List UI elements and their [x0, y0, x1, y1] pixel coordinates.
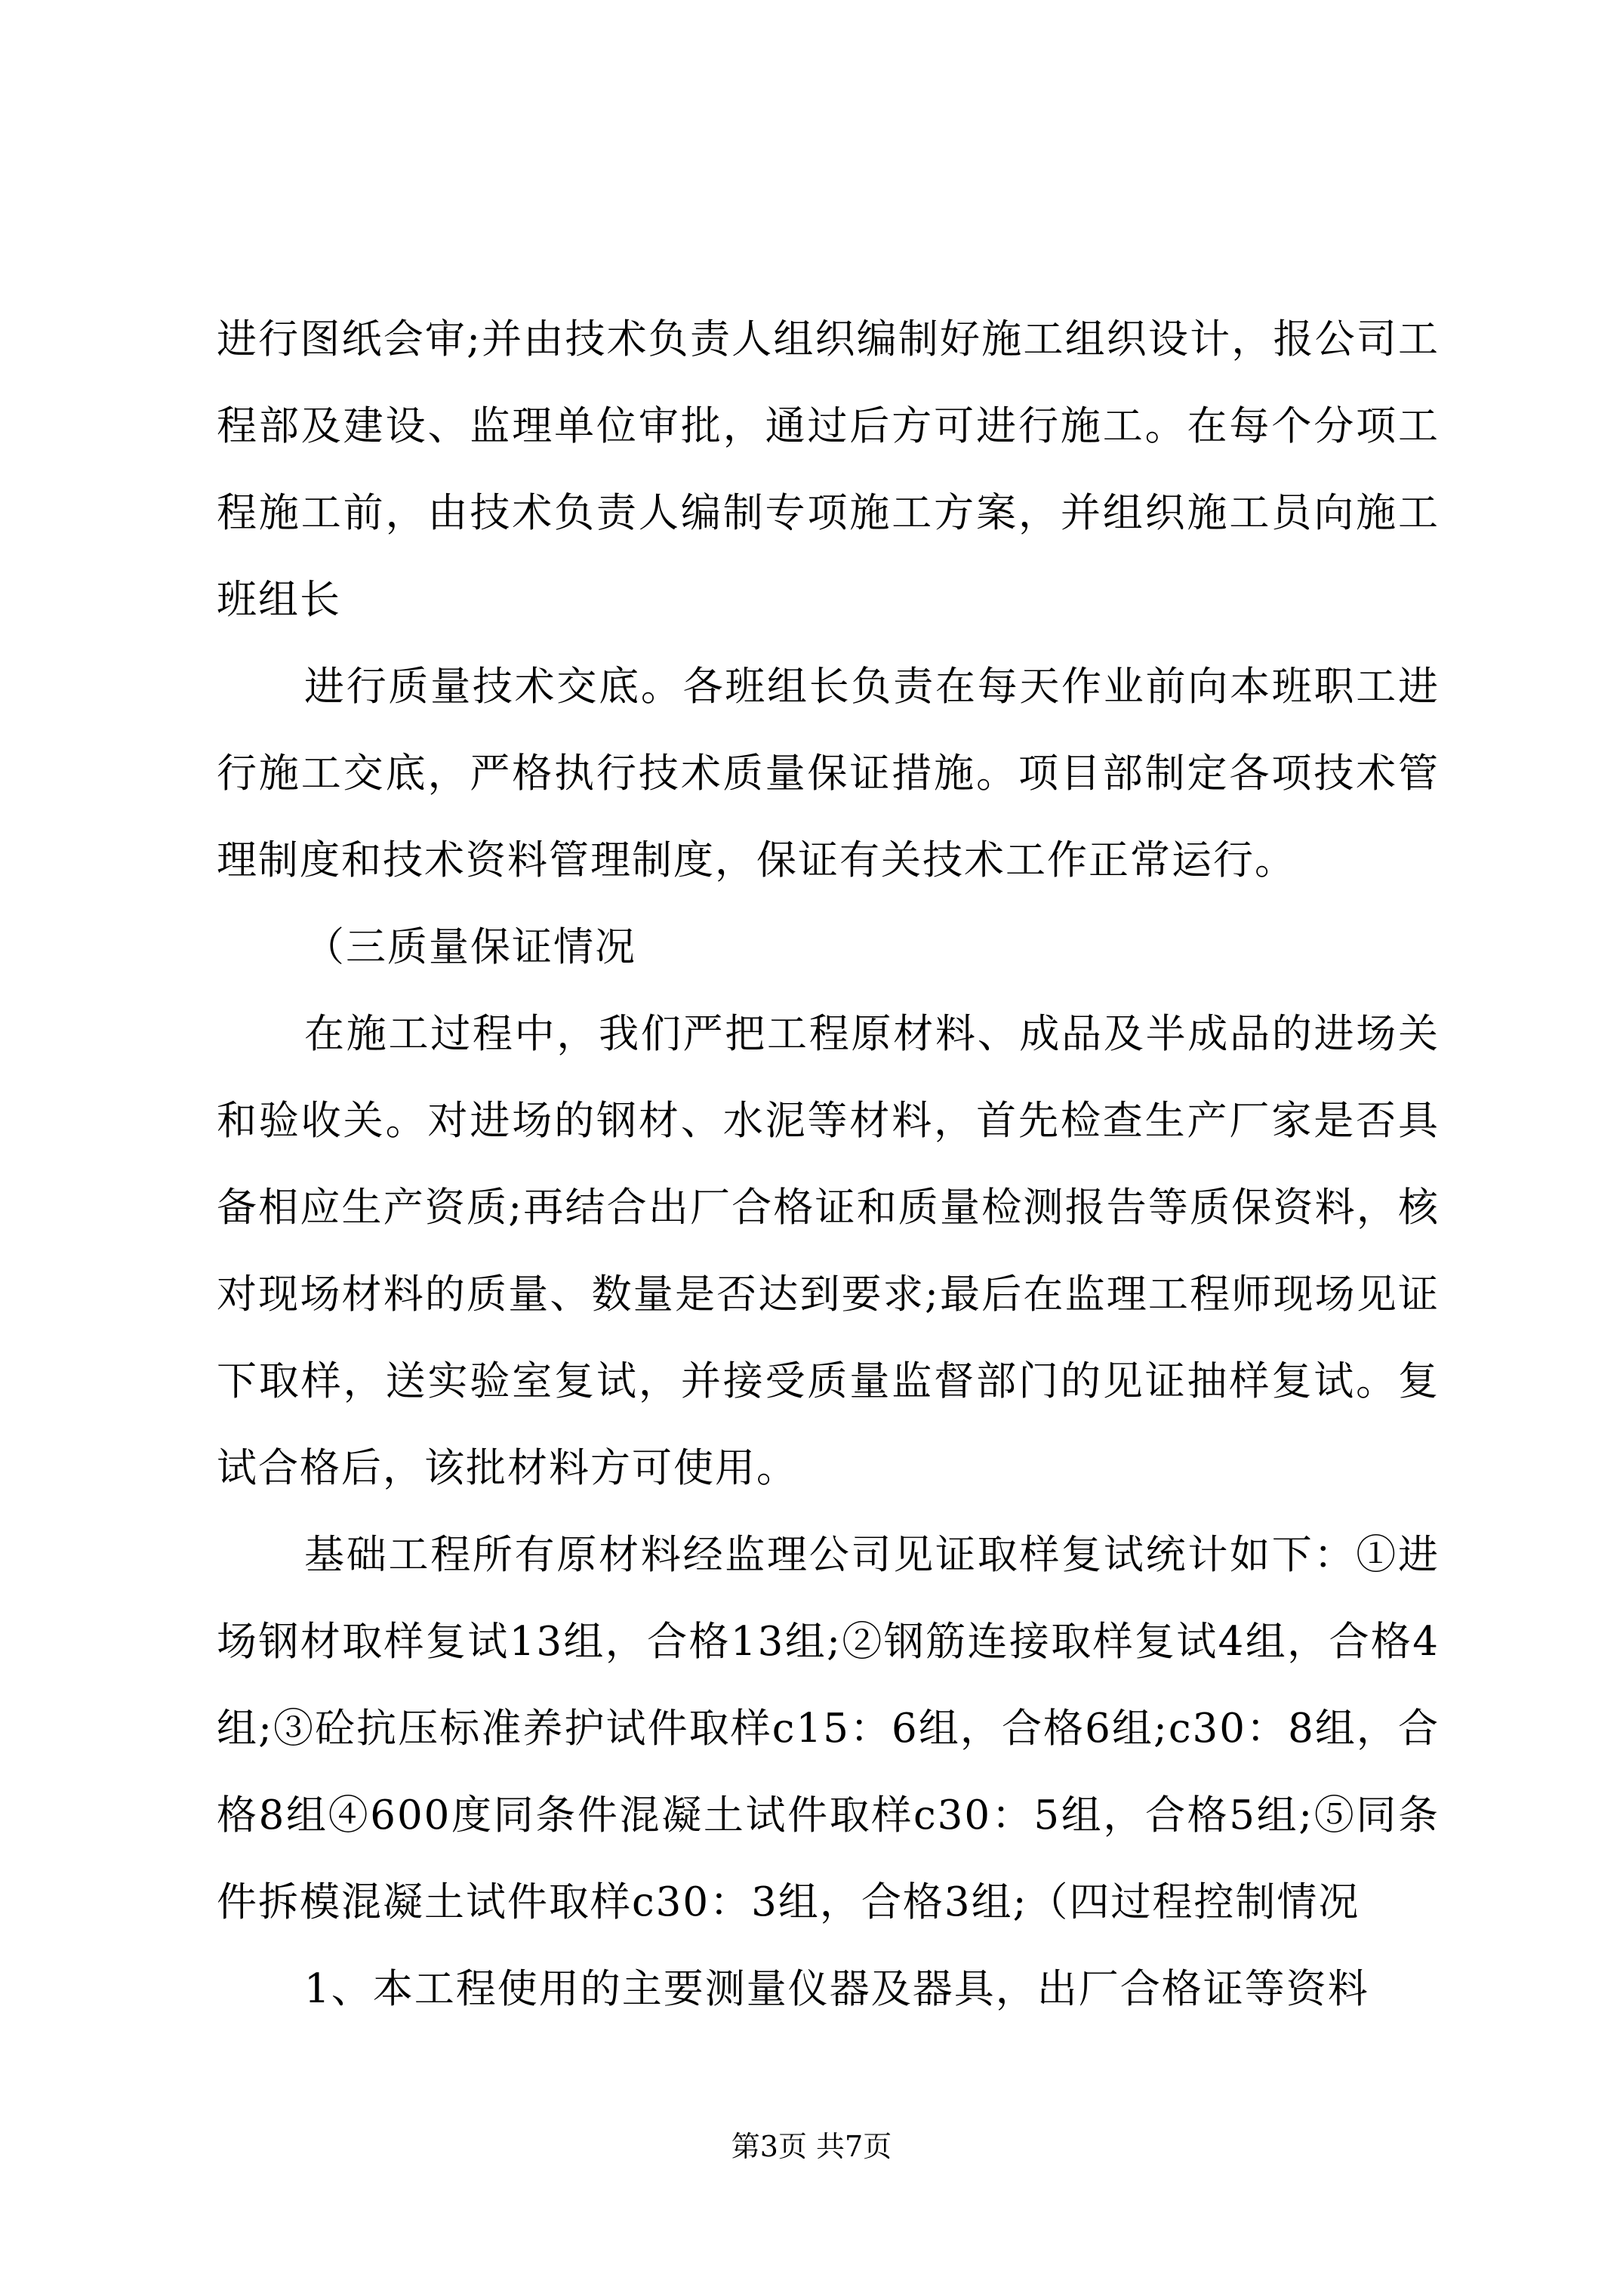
paragraph-quality-briefing: 进行质量技术交底。各班组长负责在每天作业前向本班职工进行施工交底，严格执行技术质量保证措施。项目部制定各项技术管理制度和技术资料管理制度，保证有关技术工作正常运行。: [217, 664, 1440, 883]
document-body: [217, 296, 1440, 2032]
paragraph-material-inspection: 在施工过程中，我们严把工程原材料、成品及半成品的进场关和验收关。对进场的钢材、水泥等材料，首先检查生产厂家是否具备相应生产资质;再结合出厂合格证和质量检测报告等质保资料，核对现场材料的质量、数量是否达到要求;最后在监理工程师现场见证下取样，送实验室复试，并接受质量监督部门的见证抽样复试。复试合格后，该批材料方可使用。: [217, 1011, 1440, 1491]
page-number-footer: 第3页 共7页: [731, 2130, 892, 2163]
section-heading-quality-assurance: （三质量保证情况: [304, 924, 636, 970]
paragraph-sampling-statistics: 基础工程所有原材料经监理公司见证取样复试统计如下：①进场钢材取样复试13组，合格13组;②钢筋连接取样复试4组，合格4组;③砼抗压标准养护试件取样c15：6组，合格6组;c30：8组，合格8组④600度同条件混凝土试件取样c30：5组，合格5组;⑤同条件拆模混凝土试件取样c30：3组，合格3组;（四过程控制情况: [217, 1532, 1440, 1925]
paragraph-tech-review: 进行图纸会审;并由技术负责人组织编制好施工组织设计，报公司工程部及建设、监理单位审批，通过后方可进行施工。在每个分项工程施工前，由技术负责人编制专项施工方案，并组织施工员向施工班组长: [217, 316, 1440, 623]
paragraph-measuring-instruments: 1、本工程使用的主要测量仪器及器具，出厂合格证等资料: [304, 1966, 1369, 2012]
